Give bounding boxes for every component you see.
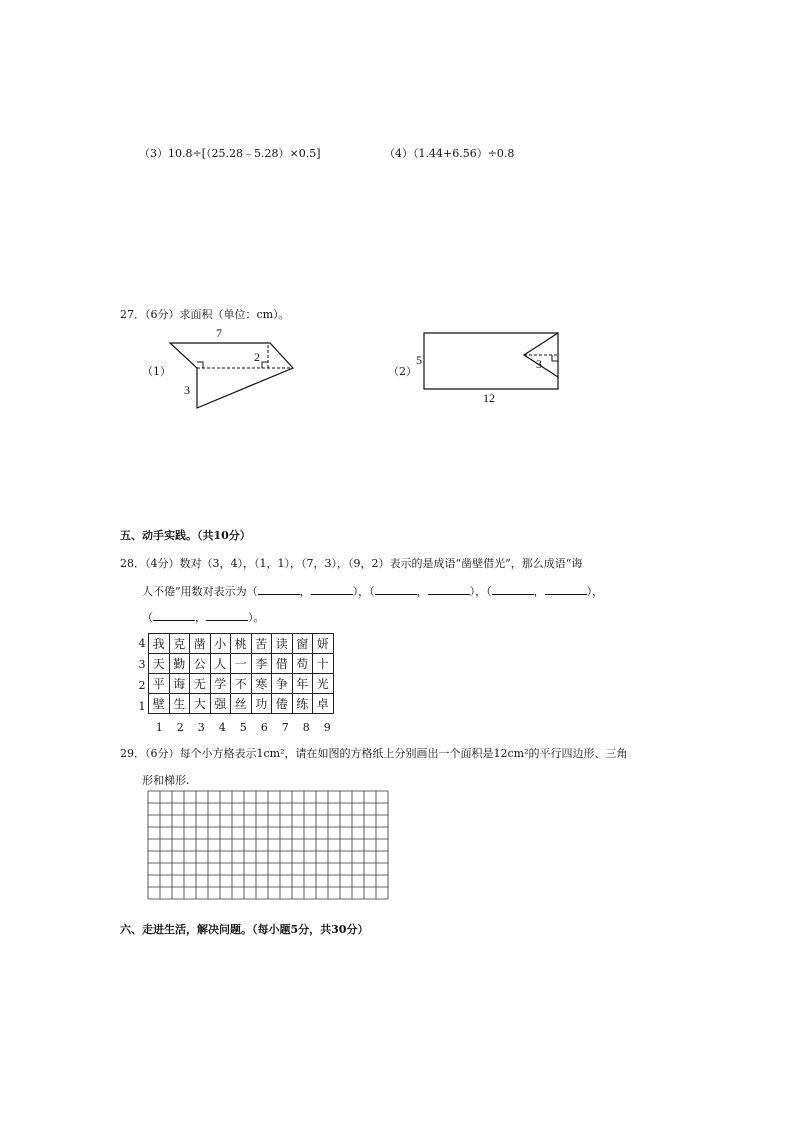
grid-cell: 十 xyxy=(313,654,334,674)
row-label-3: 3 xyxy=(138,658,146,671)
close-paren: ）。 xyxy=(248,611,265,624)
fig2-triangle-length: 3 xyxy=(536,357,542,371)
grid-cell: 倦 xyxy=(272,694,293,714)
comma: ， xyxy=(416,585,428,598)
q28-line2 xyxy=(142,583,603,599)
answer-blank-2[interactable] xyxy=(311,584,353,595)
grid-row xyxy=(149,674,334,694)
col-label-3: 3 xyxy=(197,721,205,734)
grid-cell: 天 xyxy=(149,654,170,674)
square-grid-paper[interactable] xyxy=(147,790,392,904)
grid-cell: 不 xyxy=(231,674,252,694)
q28-line2-prefix: 人不倦”用数对表示为（ xyxy=(142,585,258,598)
row-label-1: 1 xyxy=(138,700,146,713)
col-label-1: 1 xyxy=(155,721,163,734)
grid-cell: 借 xyxy=(272,654,293,674)
fig1-right-angle-mark xyxy=(197,362,203,368)
grid-cell: 苟 xyxy=(292,654,313,674)
answer-blank-1[interactable] xyxy=(258,584,300,595)
grid-cell: 我 xyxy=(149,634,170,654)
q27-figure2 xyxy=(412,330,572,410)
row-label-4: 4 xyxy=(138,637,146,650)
grid-cell: 年 xyxy=(292,674,313,694)
q27-figure1 xyxy=(160,325,300,415)
grid-row xyxy=(149,694,334,714)
grid-cell: 大 xyxy=(190,694,211,714)
grid-cell: 功 xyxy=(251,694,272,714)
grid-cell: 克 xyxy=(169,634,190,654)
grid-cell: 卓 xyxy=(313,694,334,714)
fig1-height-length: 2 xyxy=(254,350,260,364)
fig1-right-angle-mark-2 xyxy=(262,362,268,368)
fig1-top-length: 7 xyxy=(216,326,222,340)
grid-cell: 桃 xyxy=(231,634,252,654)
q27-fig1-label: （1） xyxy=(142,365,171,378)
q27-fig2-label: （2） xyxy=(388,365,417,378)
answer-blank-6[interactable] xyxy=(545,584,587,595)
q28-line3 xyxy=(142,609,265,625)
grid-cell: 勤 xyxy=(169,654,190,674)
col-label-8: 8 xyxy=(302,721,310,734)
row-label-2: 2 xyxy=(138,679,146,692)
grid-cell: 妍 xyxy=(313,634,334,654)
grid-cell: 无 xyxy=(190,674,211,694)
grid-cell: 练 xyxy=(292,694,313,714)
grid-cell: 光 xyxy=(313,674,334,694)
q29-line2: 形和梯形. xyxy=(142,774,190,787)
separator: ）， xyxy=(586,585,604,598)
grid-cell: 公 xyxy=(190,654,211,674)
q26-part4: （4）（1.44+6.56）÷0.8 xyxy=(384,147,515,160)
grid-cell: 学 xyxy=(210,674,231,694)
comma: ， xyxy=(533,585,545,598)
fig2-bottom-length: 12 xyxy=(483,391,495,405)
grid-cell: 一 xyxy=(231,654,252,674)
grid-cell: 丝 xyxy=(231,694,252,714)
q27-title: 27．（6分）求面积（单位：cm）。 xyxy=(120,308,290,321)
grid-cell: 窗 xyxy=(292,634,313,654)
grid-cell: 壁 xyxy=(149,694,170,714)
fig2-left-length: 5 xyxy=(416,353,422,367)
grid-cell: 读 xyxy=(272,634,293,654)
fig1-side-length: 3 xyxy=(184,383,190,397)
grid-cell: 争 xyxy=(272,674,293,694)
grid-cell: 诲 xyxy=(169,674,190,694)
comma: ， xyxy=(299,585,311,598)
grid-cell: 平 xyxy=(149,674,170,694)
grid-cell: 人 xyxy=(210,654,231,674)
col-label-6: 6 xyxy=(260,721,268,734)
answer-blank-7[interactable] xyxy=(153,610,195,621)
col-label-5: 5 xyxy=(239,721,247,734)
col-label-7: 7 xyxy=(281,721,289,734)
grid-cell: 强 xyxy=(210,694,231,714)
answer-blank-3[interactable] xyxy=(375,584,417,595)
separator: ），（ xyxy=(352,585,375,598)
comma: ， xyxy=(195,611,206,624)
grid-cell: 苦 xyxy=(251,634,272,654)
col-label-2: 2 xyxy=(176,721,184,734)
grid-row xyxy=(149,654,334,674)
fig2-right-angle-mark xyxy=(552,355,558,361)
open-paren: （ xyxy=(142,611,153,624)
fig1-outline xyxy=(170,343,293,408)
q26-part3: （3）10.8÷[（25.28﹣5.28）×0.5] xyxy=(139,147,321,160)
q29-line1: 29．（6分）每个小方格表示1cm²，请在如图的方格纸上分别画出一个面积是12cm²的平行四边形、三角 xyxy=(120,747,628,760)
col-label-4: 4 xyxy=(218,721,226,734)
grid-row xyxy=(149,634,334,654)
character-grid xyxy=(148,633,334,714)
section6-title: 六、走进生活，解决问题。（每小题5分，共30分） xyxy=(120,923,369,936)
grid-cell: 小 xyxy=(210,634,231,654)
col-label-9: 9 xyxy=(323,721,331,734)
grid-cell: 生 xyxy=(169,694,190,714)
grid-cell: 寒 xyxy=(251,674,272,694)
answer-blank-5[interactable] xyxy=(492,584,534,595)
grid-cell: 李 xyxy=(251,654,272,674)
answer-blank-8[interactable] xyxy=(206,610,248,621)
answer-blank-4[interactable] xyxy=(428,584,470,595)
q28-line1: 28．（4分）数对（3，4），（1，1），（7，3），（9，2）表示的是成语“凿壁借光”，那么成语“诲 xyxy=(120,557,583,570)
section5-title: 五、动手实践。（共10分） xyxy=(120,529,251,542)
separator: ），（ xyxy=(469,585,492,598)
grid-cell: 凿 xyxy=(190,634,211,654)
